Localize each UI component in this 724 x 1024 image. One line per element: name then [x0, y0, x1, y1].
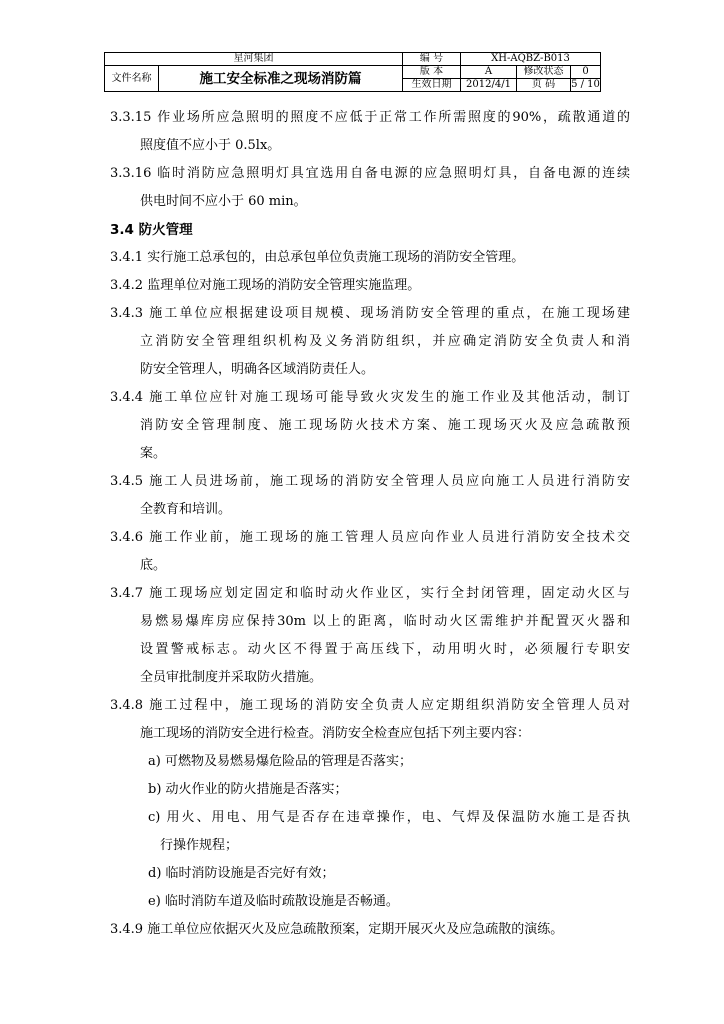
- revision-value: 0: [571, 66, 601, 79]
- clause-line: 3.4.1 实行施工总承包的，由总承包单位负责施工现场的消防安全管理。: [110, 250, 525, 265]
- clause-line: 3.4.8 施工过程中，施工现场的消防安全负责人应定期组织消防安全管理人员对: [110, 698, 630, 713]
- clause-continuation: 供电时间不应小于 60 min。: [140, 194, 307, 209]
- clause-continuation: 底。: [140, 558, 167, 573]
- section-heading: 3.4 防火管理: [110, 222, 193, 238]
- clause-line: 3.4.4 施工单位应针对施工现场可能导致火灾发生的施工作业及其他活动，制订: [110, 390, 630, 405]
- company-name: 星河集团: [105, 53, 403, 66]
- page-label: 页 码: [517, 79, 571, 92]
- clause-continuation: 消防安全管理制度、施工现场防火技术方案、施工现场灭火及应急疏散预: [140, 418, 630, 433]
- clause-continuation: 施工现场的消防安全进行检查。消防安全检查应包括下列主要内容：: [140, 726, 531, 741]
- clause-continuation: 易燃易爆库房应保持30m 以上的距离，临时动火区需维护并配置灭火器和: [140, 614, 630, 629]
- clause-continuation: 设置警戒标志。动火区不得置于高压线下，动用明火时，必须履行专职安: [140, 642, 630, 657]
- effective-date-label: 生效日期: [403, 79, 461, 92]
- clause-line: 3.3.15 作业场所应急照明的照度不应低于正常工作所需照度的90%，疏散通道的: [110, 110, 630, 125]
- code-value: XH-AQBZ-B013: [461, 53, 601, 66]
- list-item: e) 临时消防车道及临时疏散设施是否畅通。: [148, 894, 399, 909]
- clause-line: 3.4.6 施工作业前，施工现场的施工管理人员应向作业人员进行消防安全技术交: [110, 530, 630, 545]
- code-label: 编 号: [403, 53, 461, 66]
- clause-continuation: 立消防安全管理组织机构及义务消防组织，并应确定消防安全负责人和消: [140, 334, 630, 349]
- doc-title: 施工安全标准之现场消防篇: [159, 66, 403, 92]
- revision-label: 修改状态: [517, 66, 571, 79]
- document-header-table: [104, 52, 601, 92]
- version-value: A: [461, 66, 517, 79]
- page-number: 5 / 10: [571, 79, 600, 90]
- clause-continuation: 全教育和培训。: [140, 502, 232, 517]
- clause-line: 3.4.3 施工单位应根据建设项目规模、现场消防安全管理的重点，在施工现场建: [110, 306, 630, 321]
- version-label: 版 本: [403, 66, 461, 79]
- clause-line: 3.3.16 临时消防应急照明灯具宜选用自备电源的应急照明灯具，自备电源的连续: [110, 166, 630, 181]
- clause-line: 3.4.9 施工单位应依据灭火及应急疏散预案，定期开展灭火及应急疏散的演练。: [110, 922, 564, 937]
- clause-continuation: 防安全管理人，明确各区域消防责任人。: [140, 362, 375, 377]
- clause-line: 3.4.7 施工现场应划定固定和临时动火作业区，实行全封闭管理，固定动火区与: [110, 586, 630, 601]
- list-item: b) 动火作业的防火措施是否落实；: [148, 782, 348, 797]
- clause-line: 3.4.5 施工人员进场前，施工现场的消防安全管理人员应向施工人员进行消防安: [110, 474, 630, 489]
- list-item: a) 可燃物及易燃易爆危险品的管理是否落实；: [148, 754, 412, 769]
- clause-continuation: 照度值不应小于 0.5lx。: [140, 138, 281, 153]
- doc-name-label: 文件名称: [105, 66, 159, 92]
- list-item-continuation: 行操作规程；: [160, 838, 239, 853]
- document-body: [110, 104, 630, 944]
- list-item: c) 用火、用电、用气是否存在违章操作，电、气焊及保温防水施工是否执: [148, 810, 630, 825]
- list-item: d) 临时消防设施是否完好有效；: [148, 866, 335, 881]
- clause-line: 3.4.2 监理单位对施工现场的消防安全管理实施监理。: [110, 278, 421, 293]
- effective-date-value: 2012/4/1: [461, 79, 517, 92]
- clause-continuation: 全员审批制度并采取防火措施。: [140, 670, 323, 685]
- clause-continuation: 案。: [140, 446, 167, 461]
